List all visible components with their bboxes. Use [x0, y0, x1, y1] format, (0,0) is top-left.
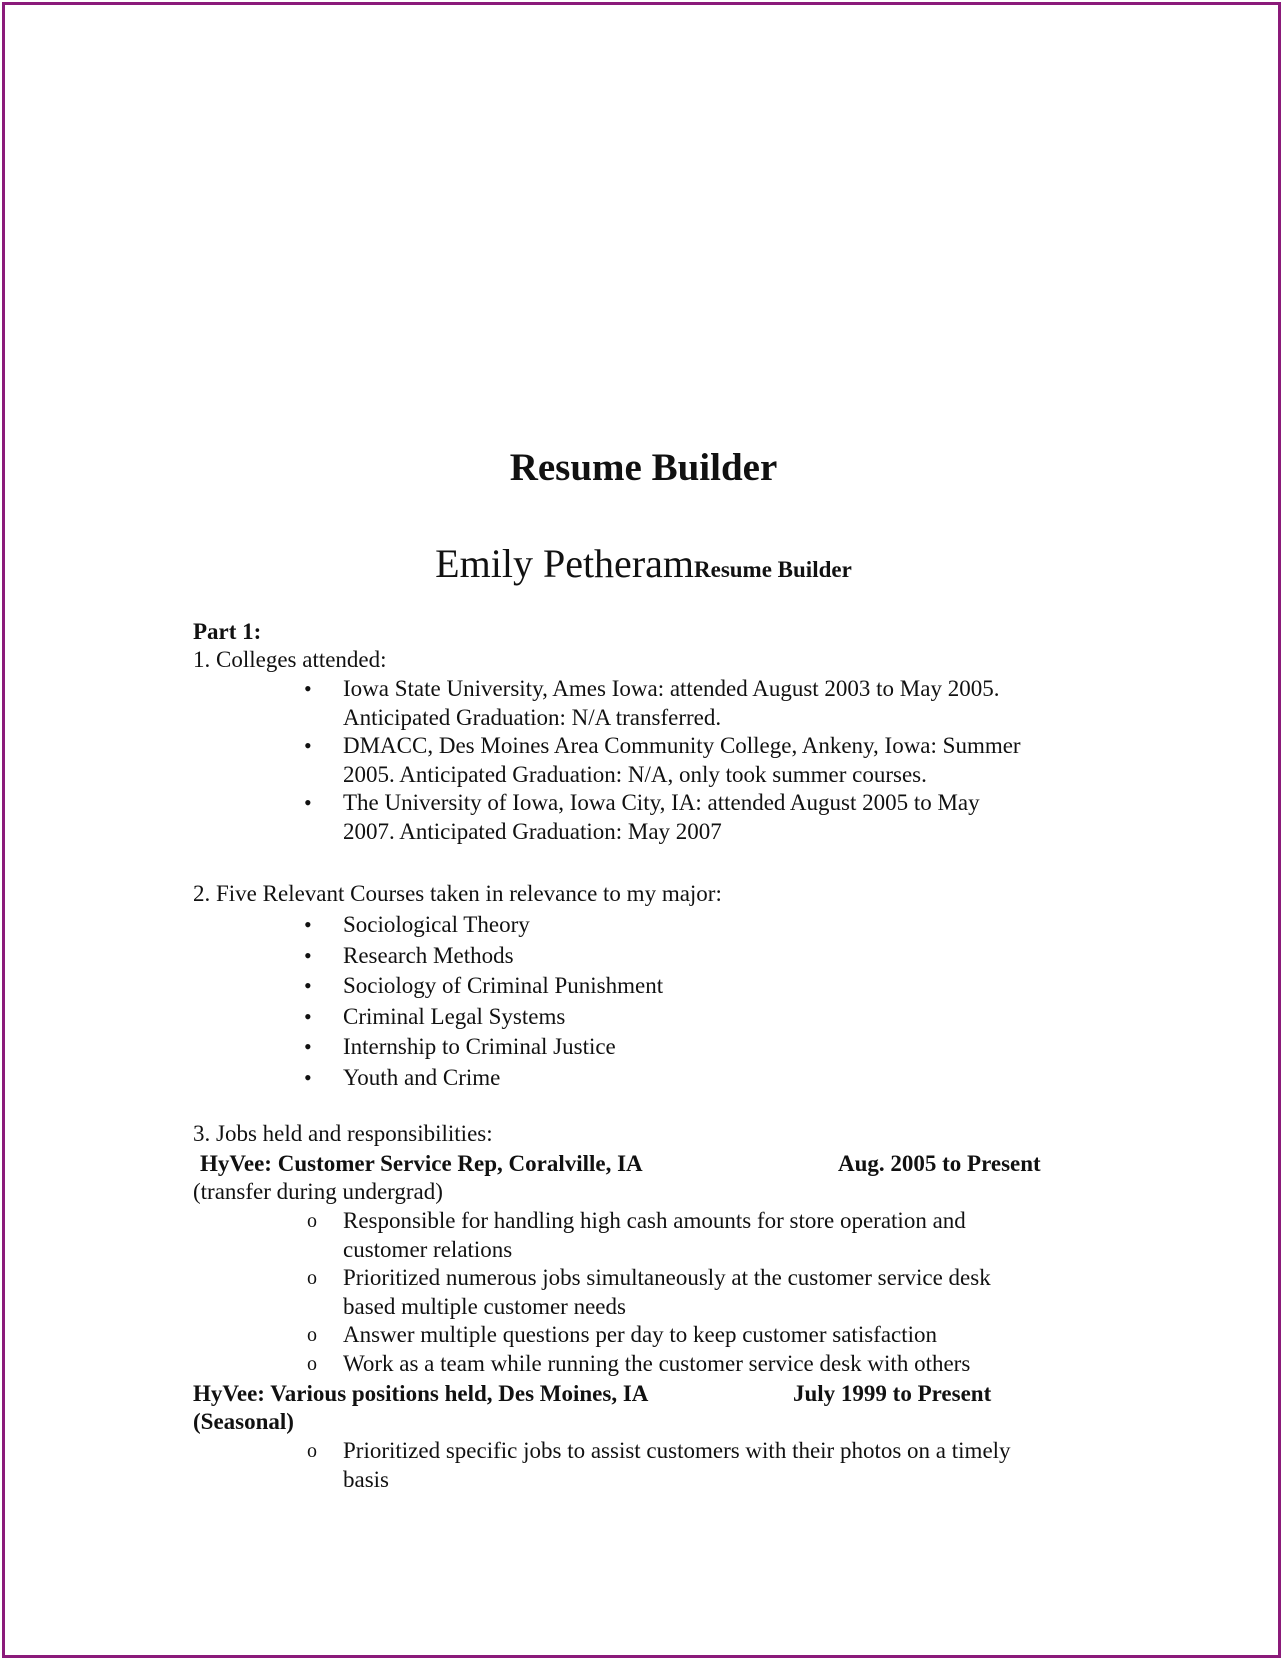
- circle-bullet-icon: o: [307, 1267, 317, 1289]
- list-item: [300, 1002, 1100, 1033]
- job1-header: [193, 1150, 1093, 1178]
- list-item-line: Work as a team while running the customer service desk with others: [343, 1350, 971, 1376]
- name-suffix: Resume Builder: [694, 557, 852, 582]
- course-name: Youth and Crime: [343, 1064, 501, 1090]
- job2-dates: July 1999 to Present: [793, 1381, 992, 1406]
- list-item: [300, 732, 1100, 789]
- section2-heading: 2. Five Relevant Courses taken in relevance to my major:: [193, 881, 722, 906]
- bullet-icon: •: [304, 1003, 312, 1029]
- job2-title: HyVee: Various positions held, Des Moines, IA: [193, 1381, 649, 1406]
- list-item-line: Answer multiple questions per day to keep customer satisfaction: [343, 1322, 938, 1347]
- list-item-line: 2007. Anticipated Graduation: May 2007: [343, 818, 722, 844]
- section1-heading: 1. Colleges attended:: [193, 647, 387, 672]
- circle-bullet-icon: o: [307, 1210, 317, 1232]
- course-name: Sociological Theory: [343, 912, 530, 937]
- list-item-line: basis: [343, 1466, 389, 1492]
- list-item: [300, 971, 1100, 1002]
- list-item: [300, 1264, 1100, 1321]
- job1-note: (transfer during undergrad): [193, 1179, 443, 1204]
- course-name: Criminal Legal Systems: [343, 1003, 566, 1029]
- job1-title: HyVee: Customer Service Rep, Coralville, IA: [200, 1151, 643, 1176]
- colleges-list: [300, 675, 1100, 846]
- list-item-line: Anticipated Graduation: N/A transferred.: [343, 704, 722, 730]
- bullet-icon: •: [304, 733, 312, 758]
- list-item-line: 2005. Anticipated Graduation: N/A, only took summer courses.: [343, 761, 927, 787]
- list-item: [300, 1321, 1100, 1350]
- list-item: [300, 910, 1100, 941]
- job1-responsibilities: [300, 1207, 1100, 1378]
- list-item-line: Prioritized numerous jobs simultaneously at the customer service desk: [343, 1265, 991, 1290]
- list-item: [300, 1063, 1100, 1094]
- course-name: Research Methods: [343, 942, 514, 968]
- list-item: [300, 675, 1100, 732]
- applicant-name: Emily Petheram: [435, 541, 694, 586]
- job1-dates: Aug. 2005 to Present: [838, 1151, 1041, 1176]
- list-item: [300, 789, 1100, 846]
- job2-note: (Seasonal): [193, 1409, 294, 1434]
- job2-header: [193, 1380, 1093, 1408]
- list-item: [300, 941, 1100, 972]
- list-item-line: Responsible for handling high cash amounts for store operation and: [343, 1208, 966, 1233]
- circle-bullet-icon: o: [307, 1352, 317, 1375]
- list-item: [300, 1032, 1100, 1063]
- name-line: [0, 540, 1287, 597]
- bullet-icon: •: [304, 1064, 312, 1090]
- course-name: Sociology of Criminal Punishment: [343, 973, 664, 998]
- list-item: [300, 1207, 1100, 1264]
- list-item-line: customer relations: [343, 1236, 513, 1262]
- bullet-icon: •: [304, 1034, 312, 1059]
- list-item-line: The University of Iowa, Iowa City, IA: attended August 2005 to May: [343, 790, 980, 815]
- circle-bullet-icon: o: [307, 1324, 317, 1346]
- bullet-icon: •: [304, 790, 312, 815]
- bullet-icon: •: [304, 942, 312, 968]
- list-item-line: Iowa State University, Ames Iowa: attended August 2003 to May 2005.: [343, 676, 1000, 701]
- courses-list: [300, 910, 1100, 1093]
- circle-bullet-icon: o: [307, 1440, 317, 1462]
- list-item: [300, 1437, 1100, 1494]
- course-name: Internship to Criminal Justice: [343, 1034, 616, 1059]
- bullet-icon: •: [304, 973, 312, 998]
- section3-heading: 3. Jobs held and responsibilities:: [193, 1121, 493, 1146]
- list-item-line: based multiple customer needs: [343, 1293, 626, 1319]
- list-item: [300, 1350, 1100, 1379]
- job2-responsibilities: [300, 1437, 1100, 1494]
- list-item-line: Prioritized specific jobs to assist customers with their photos on a timely: [343, 1438, 1011, 1463]
- list-item-line: DMACC, Des Moines Area Community College, Ankeny, Iowa: Summer: [343, 733, 1021, 758]
- document-title: Resume Builder: [509, 446, 778, 489]
- part-heading: Part 1:: [193, 619, 262, 644]
- bullet-icon: •: [304, 676, 312, 701]
- bullet-icon: •: [304, 912, 312, 937]
